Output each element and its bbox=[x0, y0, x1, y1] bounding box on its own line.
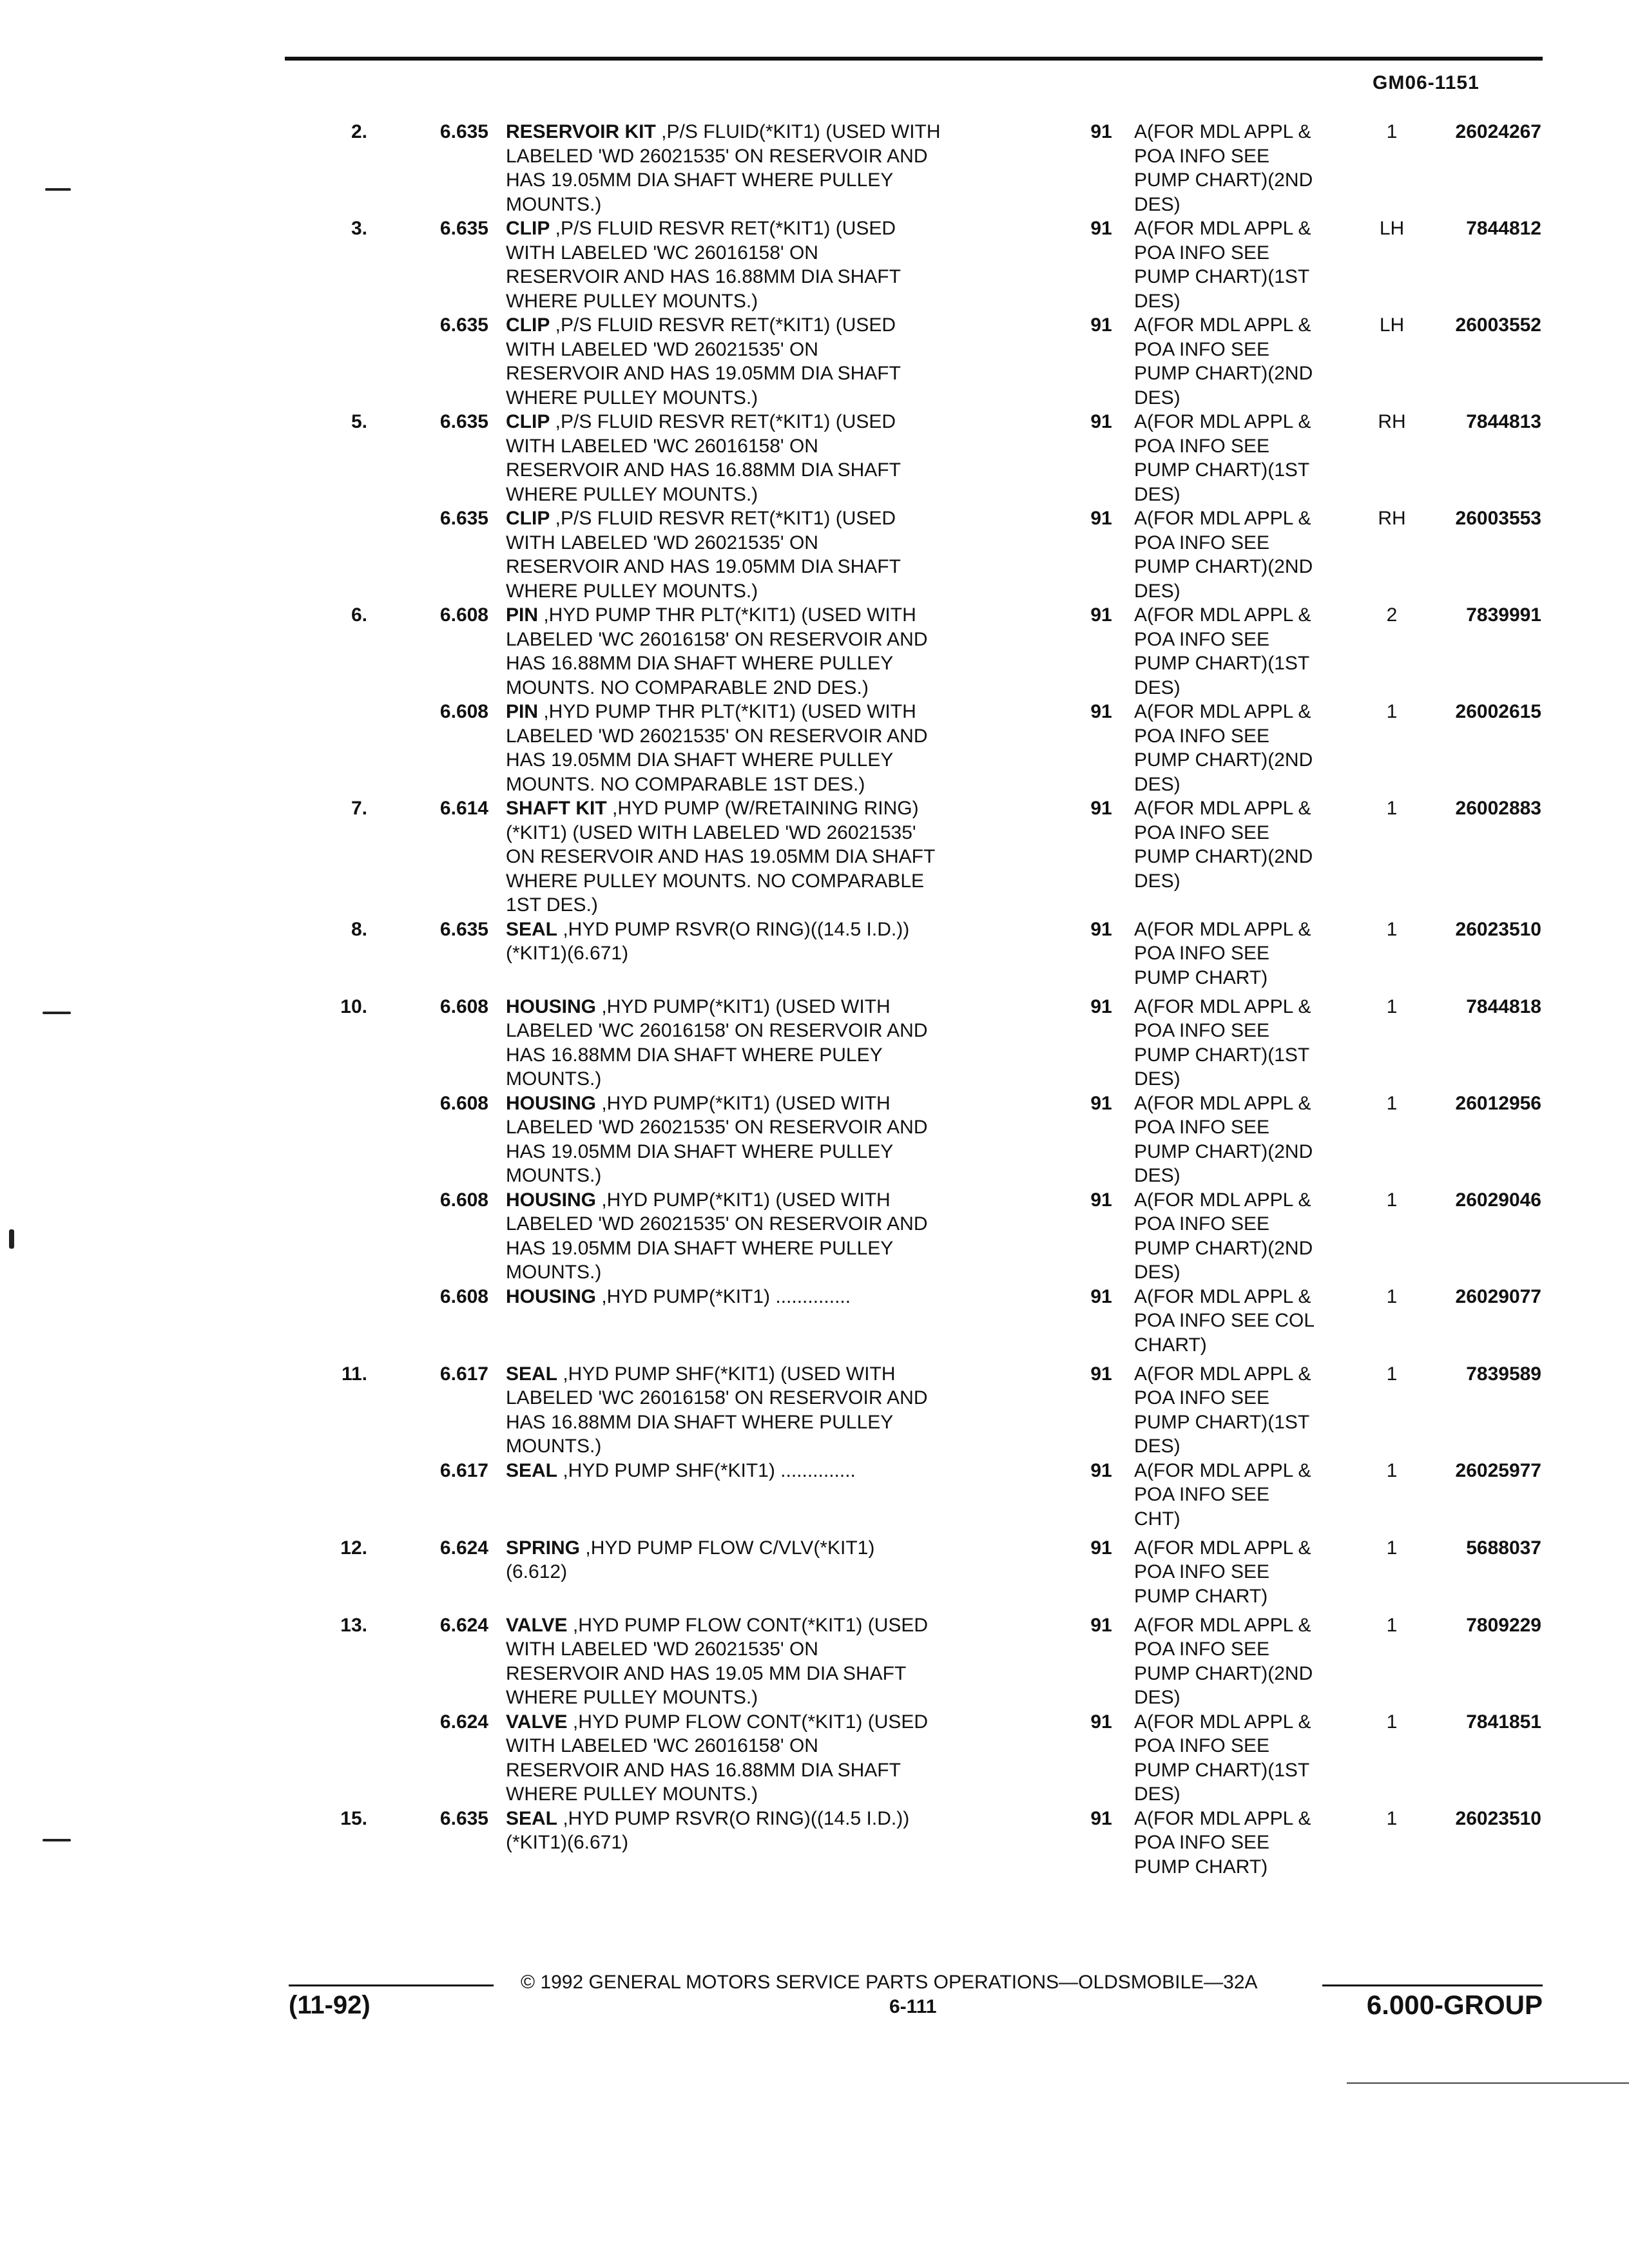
part-number: 7841851 bbox=[1466, 1711, 1541, 1733]
document-id: GM06-1151 bbox=[1373, 72, 1480, 93]
part-number: 26025977 bbox=[1455, 1459, 1541, 1481]
application-note: A(FOR MDL APPL & POA INFO SEE PUMP CHART) bbox=[1134, 918, 1311, 988]
application-note: A(FOR MDL APPL & POA INFO SEE PUMP CHART)(1ST DES) bbox=[1134, 411, 1311, 505]
group-number: 6.635 bbox=[439, 411, 488, 432]
part-detail: ,HYD PUMP FLOW CONT(*KIT1) (USED WITH LABELED 'WC 26016158' ON RESERVOIR AND HAS 16.88MM DIA SHAFT WHERE PULLEY MOUNTS.) bbox=[506, 1711, 929, 1805]
model-year: 91 bbox=[1090, 218, 1112, 239]
application-note: A(FOR MDL APPL & POA INFO SEE PUMP CHART)(2ND DES) bbox=[1134, 798, 1313, 892]
part-number: 26023510 bbox=[1455, 918, 1541, 940]
part-name: VALVE bbox=[506, 1711, 568, 1733]
model-year: 91 bbox=[1090, 1092, 1112, 1114]
part-row bbox=[0, 216, 1629, 313]
model-year: 91 bbox=[1090, 798, 1112, 819]
application-note: A(FOR MDL APPL & POA INFO SEE PUMP CHART)(1ST DES) bbox=[1134, 218, 1311, 312]
application-note: A(FOR MDL APPL & POA INFO SEE PUMP CHART)(1ST DES) bbox=[1134, 1363, 1311, 1457]
part-detail: ,HYD PUMP(*KIT1) (USED WITH LABELED 'WD 26021535' ON RESERVOIR AND HAS 19.05MM DIA SHAFT WHERE PULLEY MOUNTS.) bbox=[506, 1092, 928, 1186]
group-number: 6.608 bbox=[439, 1092, 488, 1114]
quantity: 1 bbox=[1386, 1459, 1398, 1481]
part-detail: ,HYD PUMP FLOW CONT(*KIT1) (USED WITH LABELED 'WD 26021535' ON RESERVOIR AND HAS 19.05 MM DIA SHAFT WHERE PULLEY MOUNTS.) bbox=[506, 1614, 929, 1708]
model-year: 91 bbox=[1090, 995, 1112, 1017]
application-note: A(FOR MDL APPL & POA INFO SEE PUMP CHART)(2ND DES) bbox=[1134, 1189, 1313, 1283]
part-row bbox=[0, 1536, 1629, 1613]
part-row bbox=[0, 796, 1629, 918]
part-name: HOUSING bbox=[506, 1285, 597, 1307]
model-year: 91 bbox=[1090, 1363, 1112, 1385]
group-number: 6.608 bbox=[439, 604, 488, 626]
part-description bbox=[506, 1362, 1041, 1459]
group-number: 6.635 bbox=[439, 918, 488, 940]
part-row bbox=[0, 313, 1629, 410]
quantity: 1 bbox=[1386, 1614, 1398, 1636]
part-row bbox=[0, 1362, 1629, 1459]
model-year: 91 bbox=[1090, 314, 1112, 336]
part-description bbox=[506, 1613, 1041, 1710]
part-number: 26024267 bbox=[1455, 121, 1541, 142]
group-number: 6.608 bbox=[439, 995, 488, 1017]
part-description bbox=[506, 410, 1041, 506]
model-year: 91 bbox=[1090, 1537, 1112, 1559]
part-name: HOUSING bbox=[506, 995, 597, 1017]
part-name: CLIP bbox=[506, 218, 550, 239]
part-description bbox=[506, 995, 1041, 1091]
part-detail: ,HYD PUMP RSVR(O RING)((14.5 I.D.)) (*KIT1)(6.671) bbox=[506, 918, 910, 964]
part-row bbox=[0, 120, 1629, 216]
part-description bbox=[506, 918, 1041, 966]
copyright-notice: © 1992 GENERAL MOTORS SERVICE PARTS OPERATIONS—OLDSMOBILE—32A bbox=[521, 1972, 1258, 1993]
part-row bbox=[0, 1285, 1629, 1362]
ref-number: 2. bbox=[351, 121, 367, 142]
group-number: 6.624 bbox=[439, 1614, 488, 1636]
part-name: SPRING bbox=[506, 1537, 581, 1559]
part-number: 26012956 bbox=[1455, 1092, 1541, 1114]
quantity: 1 bbox=[1386, 1285, 1398, 1307]
part-name: VALVE bbox=[506, 1614, 568, 1636]
part-description bbox=[506, 120, 1041, 216]
part-name: HOUSING bbox=[506, 1092, 597, 1114]
model-year: 91 bbox=[1090, 411, 1112, 432]
application-note: A(FOR MDL APPL & POA INFO SEE PUMP CHART)(1ST DES) bbox=[1134, 604, 1311, 698]
part-number: 5688037 bbox=[1466, 1537, 1541, 1559]
part-row bbox=[0, 1188, 1629, 1285]
group-number: 6.635 bbox=[439, 1807, 488, 1829]
model-year: 91 bbox=[1090, 701, 1112, 722]
part-name: SEAL bbox=[506, 918, 558, 940]
margin-mark bbox=[43, 1839, 71, 1841]
footer-rule-right bbox=[1322, 1984, 1543, 1986]
part-detail: ,HYD PUMP FLOW C/VLV(*KIT1) (6.612) bbox=[506, 1537, 875, 1582]
part-description bbox=[506, 216, 1041, 313]
quantity: RH bbox=[1378, 411, 1406, 432]
application-note: A(FOR MDL APPL & POA INFO SEE CHT) bbox=[1134, 1459, 1311, 1530]
application-note: A(FOR MDL APPL & POA INFO SEE PUMP CHART)(1ST DES) bbox=[1134, 1711, 1311, 1805]
group-number: 6.635 bbox=[439, 218, 488, 239]
margin-mark bbox=[45, 188, 71, 191]
quantity: 2 bbox=[1386, 604, 1398, 626]
part-row bbox=[0, 1091, 1629, 1188]
quantity: 1 bbox=[1386, 798, 1398, 819]
part-row bbox=[0, 506, 1629, 603]
model-year: 91 bbox=[1090, 1614, 1112, 1636]
part-detail: ,HYD PUMP RSVR(O RING)((14.5 I.D.)) (*KIT1)(6.671) bbox=[506, 1807, 910, 1853]
application-note: A(FOR MDL APPL & POA INFO SEE PUMP CHART)(2ND DES) bbox=[1134, 1092, 1313, 1186]
quantity: RH bbox=[1378, 508, 1406, 529]
quantity: LH bbox=[1379, 218, 1405, 239]
part-description bbox=[506, 1710, 1041, 1807]
model-year: 91 bbox=[1090, 121, 1112, 142]
part-description bbox=[506, 1536, 1041, 1584]
part-name: SEAL bbox=[506, 1807, 558, 1829]
ref-number: 11. bbox=[341, 1363, 367, 1385]
part-detail: ,P/S FLUID RESVR RET(*KIT1) (USED WITH LABELED 'WC 26016158' ON RESERVOIR AND HAS 16.88MM DIA SHAFT WHERE PULLEY MOUNTS.) bbox=[506, 411, 901, 505]
bottom-rule bbox=[1347, 2082, 1629, 2084]
application-note: A(FOR MDL APPL & POA INFO SEE PUMP CHART)(2ND DES) bbox=[1134, 508, 1313, 602]
group-number: 6.617 bbox=[439, 1459, 488, 1481]
part-description bbox=[506, 506, 1041, 603]
part-detail: ,P/S FLUID RESVR RET(*KIT1) (USED WITH LABELED 'WC 26016158' ON RESERVOIR AND HAS 16.88MM DIA SHAFT WHERE PULLEY MOUNTS.) bbox=[506, 218, 901, 312]
date-code: (11-92) bbox=[289, 1991, 371, 2019]
ref-number: 6. bbox=[351, 604, 367, 626]
part-detail: ,HYD PUMP SHF(*KIT1) (USED WITH LABELED 'WC 26016158' ON RESERVOIR AND HAS 16.88MM DIA SHAFT WHERE PULLEY MOUNTS.) bbox=[506, 1363, 928, 1457]
ref-number: 7. bbox=[351, 798, 367, 819]
part-number: 7844818 bbox=[1466, 995, 1541, 1017]
model-year: 91 bbox=[1090, 604, 1112, 626]
part-detail: ,HYD PUMP THR PLT(*KIT1) (USED WITH LABELED 'WC 26016158' ON RESERVOIR AND HAS 16.88MM DIA SHAFT WHERE PULLEY MOUNTS. NO COMPARABLE 2ND DES.) bbox=[506, 604, 928, 698]
quantity: 1 bbox=[1386, 1092, 1398, 1114]
group-number: 6.635 bbox=[439, 508, 488, 529]
part-row bbox=[0, 1807, 1629, 1879]
part-row bbox=[0, 918, 1629, 995]
ref-number: 10. bbox=[340, 995, 367, 1017]
part-detail: ,HYD PUMP(*KIT1) (USED WITH LABELED 'WD 26021535' ON RESERVOIR AND HAS 19.05MM DIA SHAFT WHERE PULLEY MOUNTS.) bbox=[506, 1189, 928, 1283]
quantity: 1 bbox=[1386, 1807, 1398, 1829]
part-description bbox=[506, 700, 1041, 796]
application-note: A(FOR MDL APPL & POA INFO SEE PUMP CHART) bbox=[1134, 1807, 1311, 1878]
quantity: 1 bbox=[1386, 121, 1398, 142]
part-number: 26003552 bbox=[1455, 314, 1541, 336]
part-detail: ,HYD PUMP (W/RETAINING RING) (*KIT1) (USED WITH LABELED 'WD 26021535' ON RESERVOIR AND HAS 19.05MM DIA SHAFT WHERE PULLEY MOUNTS. NO COMPARABLE 1ST DES.) bbox=[506, 798, 936, 916]
part-number: 7839589 bbox=[1466, 1363, 1541, 1385]
part-detail: ,P/S FLUID(*KIT1) (USED WITH LABELED 'WD 26021535' ON RESERVOIR AND HAS 19.05MM DIA SHAFT WHERE PULLEY MOUNTS.) bbox=[506, 121, 941, 215]
part-description bbox=[506, 796, 1041, 918]
part-description bbox=[506, 603, 1041, 700]
part-number: 7839991 bbox=[1466, 604, 1541, 626]
footer-rule-left bbox=[289, 1984, 494, 1986]
margin-mark bbox=[43, 1012, 71, 1014]
ref-number: 12. bbox=[340, 1537, 367, 1559]
page-number: 6-111 bbox=[889, 1996, 937, 2017]
part-number: 7844812 bbox=[1466, 218, 1541, 239]
part-description bbox=[506, 1459, 1041, 1483]
group-number: 6.608 bbox=[439, 701, 488, 722]
group-number: 6.635 bbox=[439, 314, 488, 336]
part-detail: ,HYD PUMP SHF(*KIT1) .............. bbox=[557, 1459, 856, 1481]
part-number: 26023510 bbox=[1455, 1807, 1541, 1829]
quantity: 1 bbox=[1386, 1363, 1398, 1385]
application-note: A(FOR MDL APPL & POA INFO SEE PUMP CHART)(2ND DES) bbox=[1134, 1614, 1313, 1708]
quantity: LH bbox=[1379, 314, 1405, 336]
part-row bbox=[0, 1613, 1629, 1710]
parts-list bbox=[0, 120, 1629, 1879]
application-note: A(FOR MDL APPL & POA INFO SEE PUMP CHART) bbox=[1134, 1537, 1311, 1607]
quantity: 1 bbox=[1386, 1189, 1398, 1211]
ref-number: 5. bbox=[351, 411, 367, 432]
model-year: 91 bbox=[1090, 508, 1112, 529]
part-name: CLIP bbox=[506, 314, 550, 336]
part-description bbox=[506, 1091, 1041, 1188]
ref-number: 3. bbox=[351, 218, 367, 239]
part-description bbox=[506, 1807, 1041, 1855]
part-name: CLIP bbox=[506, 411, 550, 432]
model-year: 91 bbox=[1090, 918, 1112, 940]
application-note: A(FOR MDL APPL & POA INFO SEE PUMP CHART)(1ST DES) bbox=[1134, 995, 1311, 1090]
group-number: 6.624 bbox=[439, 1537, 488, 1559]
part-row bbox=[0, 410, 1629, 506]
group-number: 6.635 bbox=[439, 121, 488, 142]
model-year: 91 bbox=[1090, 1189, 1112, 1211]
part-number: 26029046 bbox=[1455, 1189, 1541, 1211]
quantity: 1 bbox=[1386, 1537, 1398, 1559]
quantity: 1 bbox=[1386, 995, 1398, 1017]
part-row bbox=[0, 995, 1629, 1091]
part-number: 7844813 bbox=[1466, 411, 1541, 432]
group-number: 6.617 bbox=[439, 1363, 488, 1385]
ref-number: 13. bbox=[340, 1614, 367, 1636]
part-description bbox=[506, 1188, 1041, 1285]
part-detail: ,HYD PUMP(*KIT1) .............. bbox=[596, 1285, 851, 1307]
application-note: A(FOR MDL APPL & POA INFO SEE PUMP CHART)(2ND DES) bbox=[1134, 701, 1313, 795]
ref-number: 15. bbox=[340, 1807, 367, 1829]
part-name: SEAL bbox=[506, 1363, 558, 1385]
part-number: 7809229 bbox=[1466, 1614, 1541, 1636]
application-note: A(FOR MDL APPL & POA INFO SEE PUMP CHART)(2ND DES) bbox=[1134, 314, 1313, 408]
part-row bbox=[0, 1459, 1629, 1536]
margin-mark bbox=[9, 1229, 14, 1249]
quantity: 1 bbox=[1386, 701, 1398, 722]
part-row bbox=[0, 1710, 1629, 1807]
group-number: 6.608 bbox=[439, 1285, 488, 1307]
group-number: 6.608 bbox=[439, 1189, 488, 1211]
application-note: A(FOR MDL APPL & POA INFO SEE COL CHART) bbox=[1134, 1285, 1315, 1356]
group-number: 6.624 bbox=[439, 1711, 488, 1733]
part-number: 26002883 bbox=[1455, 798, 1541, 819]
ref-number: 8. bbox=[351, 918, 367, 940]
part-name: RESERVOIR KIT bbox=[506, 121, 656, 142]
part-row bbox=[0, 603, 1629, 700]
group-label: 6.000-GROUP bbox=[1366, 1990, 1543, 2020]
part-name: PIN bbox=[506, 604, 539, 626]
part-number: 26029077 bbox=[1455, 1285, 1541, 1307]
group-number: 6.614 bbox=[439, 798, 488, 819]
part-description bbox=[506, 313, 1041, 410]
part-detail: ,HYD PUMP(*KIT1) (USED WITH LABELED 'WC 26016158' ON RESERVOIR AND HAS 16.88MM DIA SHAFT WHERE PULEY MOUNTS.) bbox=[506, 995, 928, 1090]
part-detail: ,P/S FLUID RESVR RET(*KIT1) (USED WITH LABELED 'WD 26021535' ON RESERVOIR AND HAS 19.05MM DIA SHAFT WHERE PULLEY MOUNTS.) bbox=[506, 508, 901, 602]
part-name: SEAL bbox=[506, 1459, 558, 1481]
quantity: 1 bbox=[1386, 1711, 1398, 1733]
part-name: CLIP bbox=[506, 508, 550, 529]
part-name: PIN bbox=[506, 701, 539, 722]
top-rule bbox=[285, 57, 1543, 61]
part-name: SHAFT KIT bbox=[506, 798, 607, 819]
application-note: A(FOR MDL APPL & POA INFO SEE PUMP CHART)(2ND DES) bbox=[1134, 121, 1313, 215]
part-detail: ,HYD PUMP THR PLT(*KIT1) (USED WITH LABELED 'WD 26021535' ON RESERVOIR AND HAS 19.05MM DIA SHAFT WHERE PULLEY MOUNTS. NO COMPARABLE 1ST DES.) bbox=[506, 701, 928, 795]
model-year: 91 bbox=[1090, 1711, 1112, 1733]
quantity: 1 bbox=[1386, 918, 1398, 940]
model-year: 91 bbox=[1090, 1285, 1112, 1307]
part-number: 26002615 bbox=[1455, 701, 1541, 722]
model-year: 91 bbox=[1090, 1807, 1112, 1829]
part-number: 26003553 bbox=[1455, 508, 1541, 529]
part-detail: ,P/S FLUID RESVR RET(*KIT1) (USED WITH LABELED 'WD 26021535' ON RESERVOIR AND HAS 19.05MM DIA SHAFT WHERE PULLEY MOUNTS.) bbox=[506, 314, 901, 408]
part-row bbox=[0, 700, 1629, 796]
model-year: 91 bbox=[1090, 1459, 1112, 1481]
part-description bbox=[506, 1285, 1041, 1309]
part-name: HOUSING bbox=[506, 1189, 597, 1211]
